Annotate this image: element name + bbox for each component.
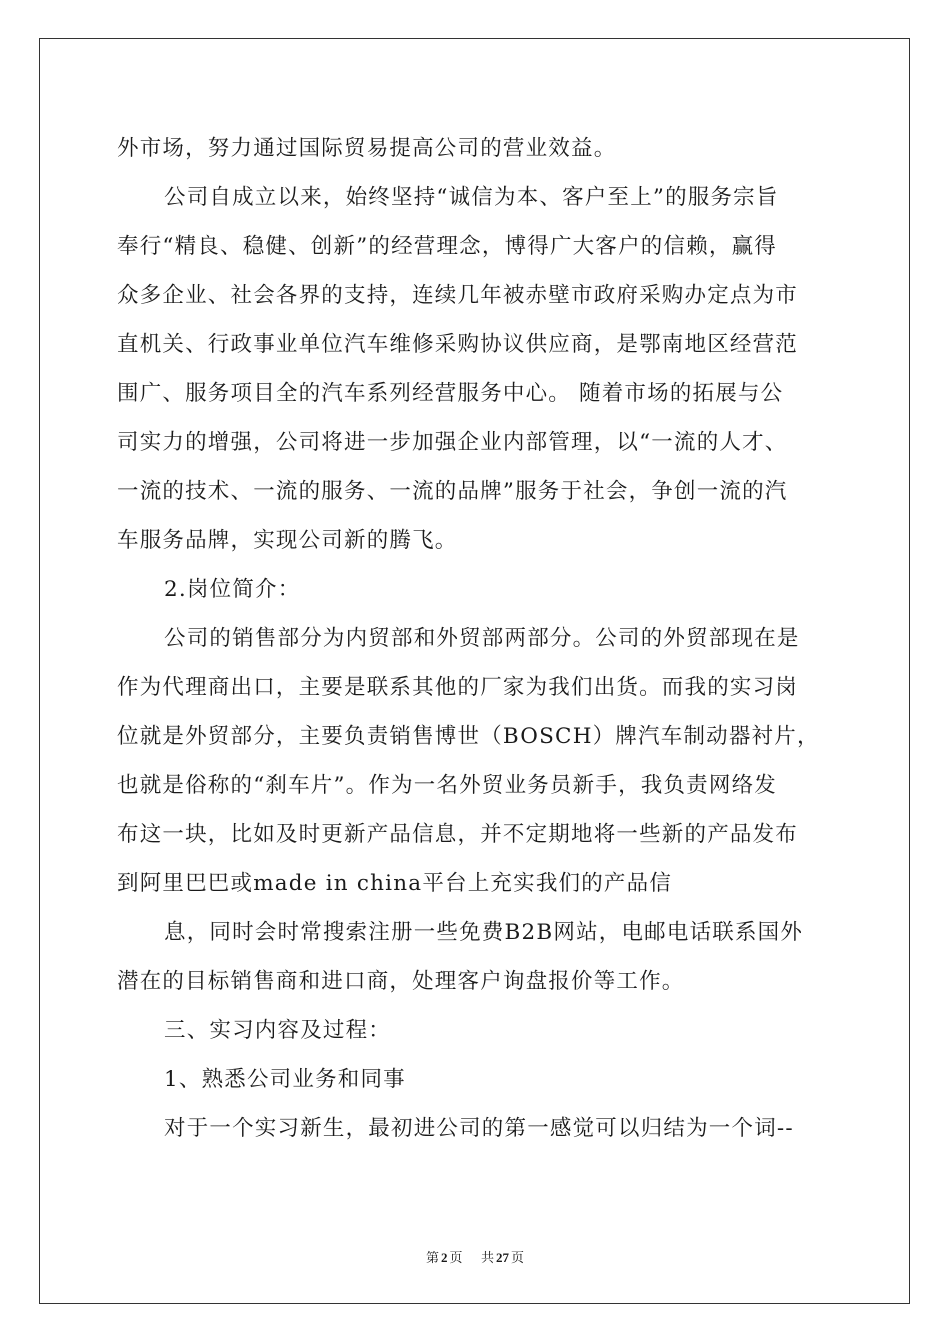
text-line: 到阿里巴巴或made in china平台上充实我们的产品信 <box>117 871 673 896</box>
text-line: 一流的技术、一流的服务、一流的品牌”服务于社会，争创一流的汽 <box>117 479 788 504</box>
text-line: 对于一个实习新生，最初进公司的第一感觉可以归结为一个词-- <box>164 1116 794 1141</box>
text-line: 公司的销售部分为内贸部和外贸部两部分。公司的外贸部现在是 <box>164 626 800 651</box>
page-number: 2 <box>440 1250 448 1265</box>
text-line: 外市场，努力通过国际贸易提高公司的营业效益。 <box>117 136 617 161</box>
text-line: 位就是外贸部分，主要负责销售博世（BOSCH）牌汽车制动器衬片， <box>117 724 820 749</box>
total-pages: 27 <box>496 1250 510 1265</box>
text-line: 也就是俗称的“刹车片”。作为一名外贸业务员新手，我负责网络发 <box>117 773 777 798</box>
text-line: 车服务品牌，实现公司新的腾飞。 <box>117 528 458 553</box>
section-heading: 三、实习内容及过程： <box>164 1018 392 1043</box>
page-suffix: 页 <box>449 1251 463 1266</box>
text-line: 潜在的目标销售商和进口商，处理客户询盘报价等工作。 <box>117 969 685 994</box>
total-suffix: 页 <box>511 1251 525 1266</box>
section-heading: 2.岗位简介： <box>164 577 301 602</box>
text-line: 众多企业、社会各界的支持，连续几年被赤壁市政府采购办定点为市 <box>117 283 799 308</box>
text-line: 作为代理商出口，主要是联系其他的厂家为我们出货。而我的实习岗 <box>117 675 799 700</box>
page-footer <box>0 1247 950 1266</box>
text-line: 布这一块，比如及时更新产品信息，并不定期地将一些新的产品发布 <box>117 822 799 847</box>
text-line: 息，同时会时常搜索注册一些免费B2B网站，电邮电话联系国外 <box>164 920 804 945</box>
document-body <box>117 124 833 1153</box>
text-line: 公司自成立以来，始终坚持“诚信为本、客户至上”的服务宗旨 <box>164 185 779 210</box>
subsection-heading: 1、熟悉公司业务和同事 <box>164 1067 406 1092</box>
text-line: 司实力的增强，公司将进一步加强企业内部管理，以“一流的人才、 <box>117 430 788 455</box>
text-line: 直机关、行政事业单位汽车维修采购协议供应商，是鄂南地区经营范 <box>117 332 799 357</box>
text-line: 奉行“精良、稳健、创新”的经营理念，博得广大客户的信赖，赢得 <box>117 234 777 259</box>
total-prefix: 共 <box>481 1251 495 1266</box>
page-prefix: 第 <box>425 1251 439 1266</box>
text-line: 围广、服务项目全的汽车系列经营服务中心。 随着市场的拓展与公 <box>117 381 784 406</box>
